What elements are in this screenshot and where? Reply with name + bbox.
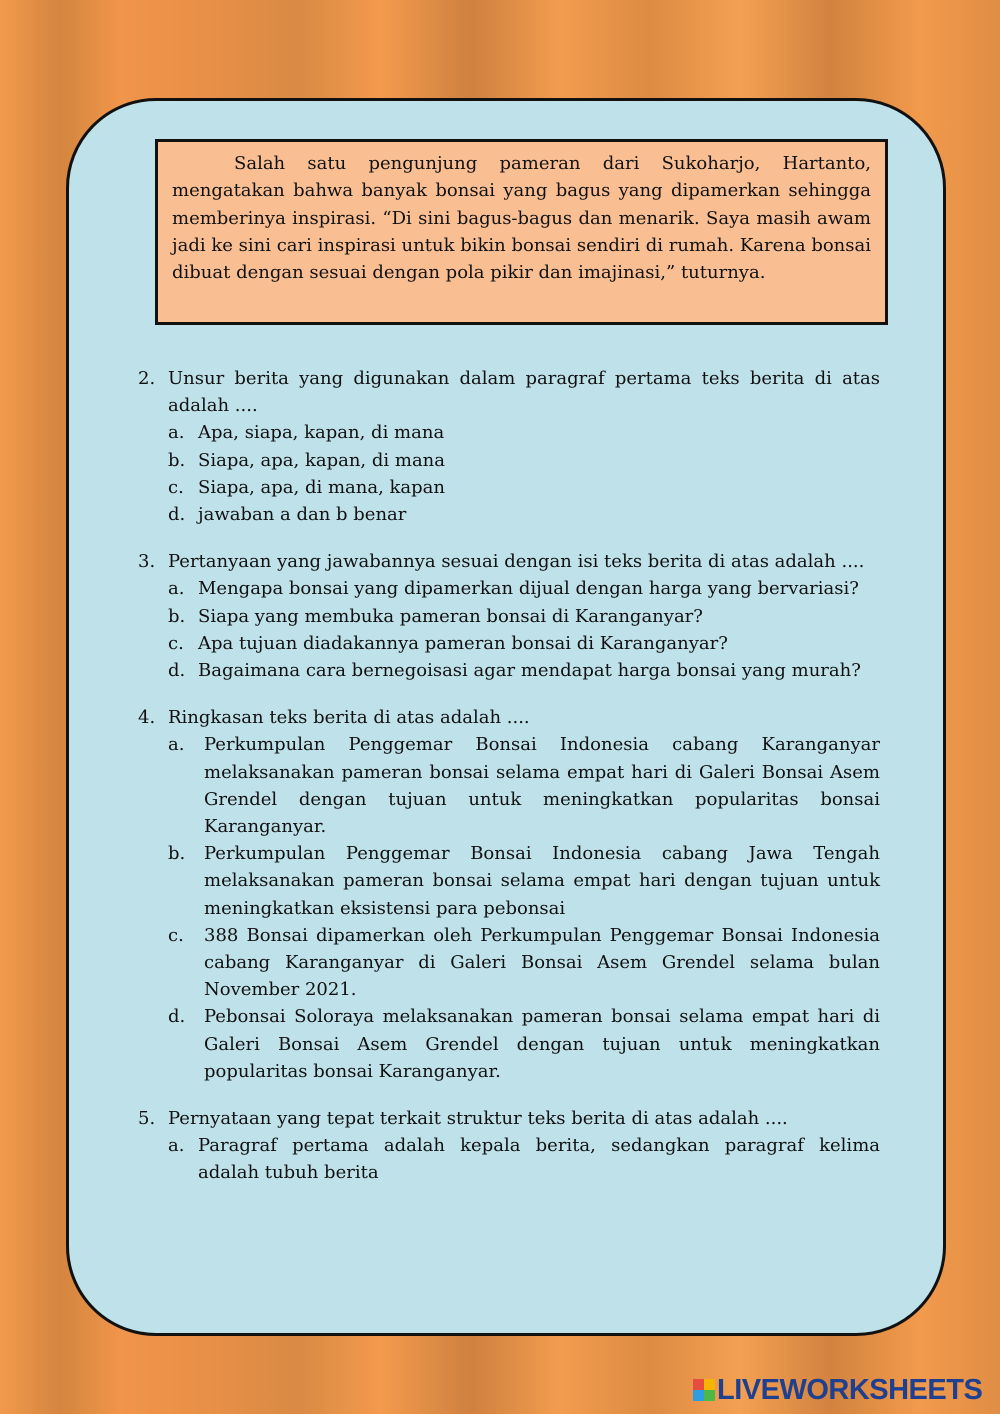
option-letter: a. xyxy=(168,1135,185,1157)
option-a[interactable] xyxy=(168,419,880,446)
question-3 xyxy=(138,548,880,684)
logo-square-yellow xyxy=(704,1379,715,1390)
option-a[interactable] xyxy=(168,575,880,602)
option-letter: c. xyxy=(168,632,184,654)
option-text: Bagaimana cara bernegoisasi agar mendapat harga bonsai yang murah? xyxy=(198,660,861,682)
question-text: Ringkasan teks berita di atas adalah .... xyxy=(168,707,530,729)
options-list xyxy=(168,575,880,684)
logo-text: LIVEWORKSHEETS xyxy=(717,1373,983,1406)
option-text: Siapa yang membuka pameran bonsai di Karanganyar? xyxy=(198,605,703,627)
options-list xyxy=(168,1132,880,1186)
option-b[interactable] xyxy=(168,840,880,922)
option-text: Apa, siapa, kapan, di mana xyxy=(198,422,445,444)
question-number: 4. xyxy=(138,707,156,729)
question-4 xyxy=(138,704,880,1085)
question-5 xyxy=(138,1105,880,1187)
option-letter: a. xyxy=(168,422,185,444)
question-text: Pertanyaan yang jawabannya sesuai dengan isi teks berita di atas adalah .... xyxy=(168,551,865,573)
options-list xyxy=(168,731,880,1085)
option-letter: d. xyxy=(168,1006,186,1028)
quote-text: Salah satu pengunjung pameran dari Sukoharjo, Hartanto, mengatakan bahwa banyak bonsai yang bagus yang dipamerkan sehingga memberinya inspirasi. “Di sini bagus-bagus dan menarik. Saya masih awam jadi ke sini cari inspirasi untuk bikin bonsai sendiri di rumah. Karena bonsai dibuat dengan sesuai dengan pola pikir dan imajinasi,” tuturnya. xyxy=(172,153,871,284)
option-text: Siapa, apa, di mana, kapan xyxy=(198,476,445,498)
option-letter: b. xyxy=(168,843,186,865)
option-text: Perkumpulan Penggemar Bonsai Indonesia cabang Karanganyar melaksanakan pameran bonsai selama empat hari di Galeri Bonsai Asem Grendel dengan tujuan untuk meningkatkan popularitas bonsai Karanganyar. xyxy=(204,734,880,838)
logo-live-icon xyxy=(693,1379,715,1401)
options-list xyxy=(168,419,880,528)
option-letter: d. xyxy=(168,504,186,526)
question-number: 3. xyxy=(138,551,156,573)
option-letter: c. xyxy=(168,476,184,498)
question-text: Pernyataan yang tepat terkait struktur teks berita di atas adalah .... xyxy=(168,1108,788,1130)
option-text: Apa tujuan diadakannya pameran bonsai di Karanganyar? xyxy=(198,632,728,654)
option-d[interactable] xyxy=(168,657,880,684)
question-2 xyxy=(138,365,880,528)
option-letter: c. xyxy=(168,924,184,946)
question-number: 5. xyxy=(138,1108,156,1130)
question-number: 2. xyxy=(138,368,156,389)
option-text: Perkumpulan Penggemar Bonsai Indonesia cabang Jawa Tengah melaksanakan pameran bonsai selama empat hari dengan tujuan untuk meningkatkan eksistensi para pebonsai xyxy=(204,843,880,919)
logo-square-green xyxy=(704,1390,715,1401)
option-b[interactable] xyxy=(168,447,880,474)
option-d[interactable] xyxy=(168,501,880,528)
logo-square-blue xyxy=(693,1390,704,1401)
option-text: Siapa, apa, kapan, di mana xyxy=(198,449,445,471)
option-text: Mengapa bonsai yang dipamerkan dijual dengan harga yang bervariasi? xyxy=(198,578,859,600)
option-letter: b. xyxy=(168,449,186,471)
logo-square-red xyxy=(693,1379,704,1390)
option-a[interactable] xyxy=(168,731,880,840)
option-c[interactable] xyxy=(168,630,880,657)
option-c[interactable] xyxy=(168,922,880,1004)
option-letter: a. xyxy=(168,578,185,600)
liveworksheets-logo xyxy=(693,1374,982,1406)
questions-list xyxy=(138,365,880,1207)
quote-box xyxy=(155,139,888,325)
option-text: Pebonsai Soloraya melaksanakan pameran bonsai selama empat hari di Galeri Bonsai Asem Grendel dengan tujuan untuk meningkatkan popularitas bonsai Karanganyar. xyxy=(204,1006,880,1082)
option-letter: b. xyxy=(168,605,186,627)
question-text: Unsur berita yang digunakan dalam paragraf pertama teks berita di atas adalah .... xyxy=(168,368,880,417)
option-letter: a. xyxy=(168,734,185,756)
option-a[interactable] xyxy=(168,1132,880,1186)
option-c[interactable] xyxy=(168,474,880,501)
option-text: 388 Bonsai dipamerkan oleh Perkumpulan Penggemar Bonsai Indonesia cabang Karanganyar di Galeri Bonsai Asem Grendel selama bulan November 2021. xyxy=(204,924,880,1001)
option-letter: d. xyxy=(168,660,186,682)
option-b[interactable] xyxy=(168,603,880,630)
option-d[interactable] xyxy=(168,1003,880,1085)
option-text: jawaban a dan b benar xyxy=(198,504,407,526)
option-text: Paragraf pertama adalah kepala berita, sedangkan paragraf kelima adalah tubuh berita xyxy=(198,1135,880,1184)
